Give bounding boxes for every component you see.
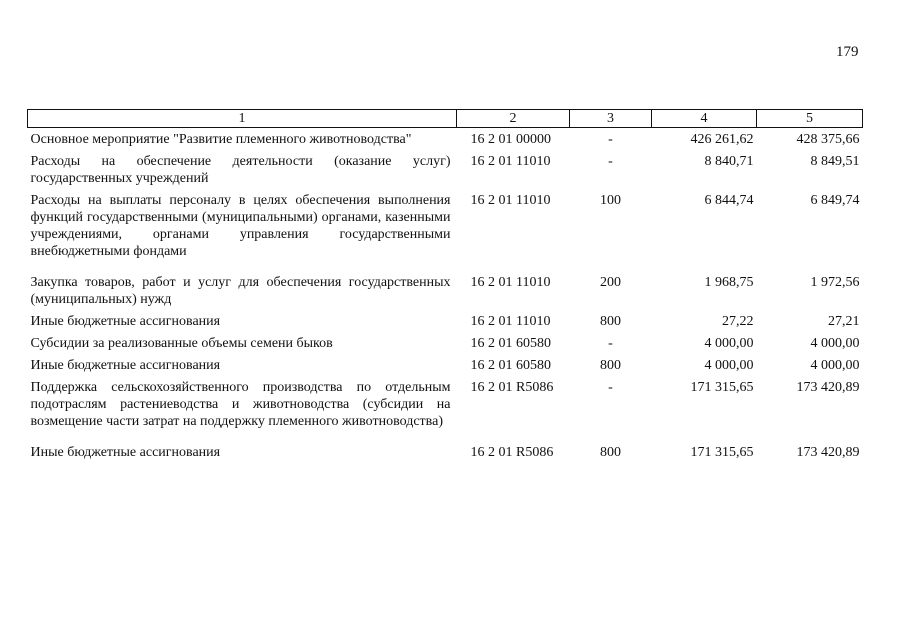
budget-table — [27, 109, 863, 463]
row-sum-2: 173 420,89 — [796, 380, 860, 395]
row-type: - — [608, 154, 613, 169]
table-row — [28, 150, 863, 189]
row-sum-1: 27,22 — [722, 314, 754, 329]
page-number: 179 — [836, 44, 859, 60]
row-sum-2: 4 000,00 — [810, 336, 860, 351]
table-row — [28, 310, 863, 332]
row-code: 16 2 01 11010 — [470, 154, 551, 169]
table-row — [28, 332, 863, 354]
row-name: Расходы на выплаты персоналу в целях обеспечения выполнения функций государственными (муниципальными) органами, казенными учреждениями, органами управления государственными внебюджетными фондами — [30, 193, 451, 259]
table-row — [28, 354, 863, 376]
row-sum-1: 4 000,00 — [704, 336, 754, 351]
row-code: 16 2 01 60580 — [470, 358, 551, 373]
row-name: Расходы на обеспечение деятельности (оказание услуг) государственных учреждений — [30, 154, 451, 186]
row-name: Закупка товаров, работ и услуг для обеспечения государственных (муниципальных) нужд — [30, 275, 451, 307]
row-sum-1: 1 968,75 — [704, 275, 754, 290]
row-type: 800 — [600, 445, 621, 460]
row-sum-2: 6 849,74 — [810, 193, 860, 208]
header-row — [28, 110, 863, 128]
header-col-4: 4 — [652, 110, 757, 128]
header-col-5: 5 — [757, 110, 863, 128]
row-type: - — [608, 336, 613, 351]
header-col-3: 3 — [570, 110, 652, 128]
header-col-2: 2 — [457, 110, 570, 128]
row-sum-2: 27,21 — [828, 314, 860, 329]
row-name: Основное мероприятие "Развитие племенного животноводства" — [30, 132, 412, 147]
row-sum-1: 8 840,71 — [704, 154, 754, 169]
row-sum-1: 171 315,65 — [690, 445, 754, 460]
row-sum-2: 428 375,66 — [796, 132, 860, 147]
row-code: 16 2 01 11010 — [470, 275, 551, 290]
row-code: 16 2 01 11010 — [470, 193, 551, 208]
row-name: Субсидии за реализованные объемы семени быков — [30, 336, 333, 351]
row-name: Иные бюджетные ассигнования — [30, 445, 221, 460]
row-sum-2: 173 420,89 — [796, 445, 860, 460]
row-code: 16 2 01 R5086 — [470, 380, 554, 395]
row-name: Иные бюджетные ассигнования — [30, 358, 221, 373]
row-type: 800 — [600, 314, 621, 329]
row-code: 16 2 01 60580 — [470, 336, 551, 351]
row-sum-1: 6 844,74 — [704, 193, 754, 208]
row-name: Поддержка сельскохозяйственного производства по отдельным подотраслям растениеводства и животноводства (субсидии на возмещение части затрат на поддержку племенного животноводства) — [30, 380, 451, 429]
row-type: 100 — [600, 193, 621, 208]
table-row — [28, 432, 863, 463]
row-sum-1: 426 261,62 — [690, 132, 754, 147]
row-sum-2: 1 972,56 — [810, 275, 860, 290]
table-row — [28, 128, 863, 151]
row-code: 16 2 01 R5086 — [470, 445, 554, 460]
table-row — [28, 262, 863, 310]
table-row — [28, 189, 863, 262]
row-sum-1: 171 315,65 — [690, 380, 754, 395]
row-code: 16 2 01 00000 — [470, 132, 551, 147]
header-col-1: 1 — [28, 110, 457, 128]
row-type: 200 — [600, 275, 621, 290]
row-sum-1: 4 000,00 — [704, 358, 754, 373]
table-row — [28, 376, 863, 432]
row-name: Иные бюджетные ассигнования — [30, 314, 221, 329]
row-sum-2: 4 000,00 — [810, 358, 860, 373]
row-type: - — [608, 132, 613, 147]
row-code: 16 2 01 11010 — [470, 314, 551, 329]
row-type: 800 — [600, 358, 621, 373]
row-type: - — [608, 380, 613, 395]
row-sum-2: 8 849,51 — [810, 154, 860, 169]
